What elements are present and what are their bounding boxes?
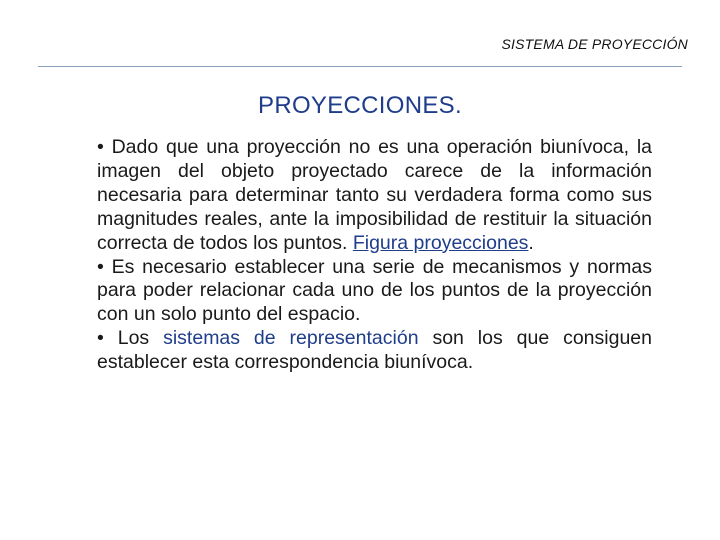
figura-proyecciones-link[interactable]: Figura proyecciones [352, 231, 529, 254]
header-divider [38, 66, 682, 67]
paragraph-1-end: . [528, 231, 534, 254]
paragraph-1-text: • Dado que una proyección no es una operación biunívoca, la imagen del objeto proyectado carece de la información necesaria para determinar tanto su verdadera forma como sus magnitudes reales, ante la imposibilidad de restituir la situación correcta de todos los puntos. [97, 136, 652, 254]
paragraph-3-start: • Los [97, 327, 164, 350]
slide-body [97, 136, 652, 375]
sistemas-representacion-term: sistemas de representación [163, 327, 419, 350]
paragraph-1 [97, 136, 652, 256]
paragraph-3 [97, 327, 652, 375]
header-title: SISTEMA DE PROYECCIÓN [501, 36, 688, 52]
paragraph-3-end: son los que consiguen establecer esta correspondencia biunívoca. [97, 327, 652, 374]
paragraph-2: • Es necesario establecer una serie de mecanismos y normas para poder relacionar cada uno de los puntos de la proyección con un solo punto del espacio. [97, 255, 652, 326]
slide-title: PROYECCIONES. [258, 92, 462, 119]
